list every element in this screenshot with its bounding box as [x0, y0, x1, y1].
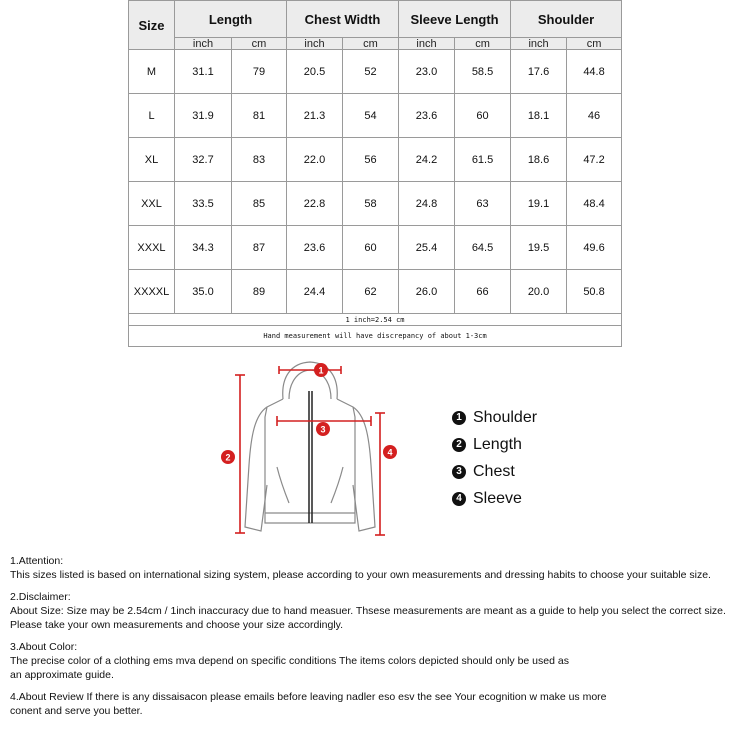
- table-cell: 24.8: [399, 182, 455, 226]
- table-cell: 64.5: [455, 226, 511, 270]
- legend-label: Chest: [473, 462, 515, 480]
- table-cell: 32.7: [175, 138, 232, 182]
- table-cell: 46: [567, 94, 622, 138]
- note-heading: 3.About Color:: [10, 641, 78, 653]
- disclaimer-note: [10, 590, 748, 632]
- table-cell: 87: [232, 226, 287, 270]
- table-cell: 23.6: [287, 226, 343, 270]
- number-4-icon: 4: [452, 492, 466, 506]
- marker-2-label: 2: [225, 452, 231, 463]
- table-cell: 31.9: [175, 94, 232, 138]
- table-cell: 58: [343, 182, 399, 226]
- note-text: conent and serve you better.: [10, 705, 143, 717]
- table-row: [129, 50, 622, 94]
- table-row: [129, 138, 622, 182]
- table-cell: 31.1: [175, 50, 232, 94]
- table-cell: 60: [455, 94, 511, 138]
- review-note: [10, 690, 748, 718]
- table-cell: 22.8: [287, 182, 343, 226]
- discrepancy-note-row: [129, 326, 622, 347]
- table-cell: 18.1: [511, 94, 567, 138]
- marker-4-badge: [383, 445, 397, 459]
- table-cell: 33.5: [175, 182, 232, 226]
- legend-label: Sleeve: [473, 489, 522, 507]
- note-text: The precise color of a clothing ems mva depend on specific conditions The items colors depicted should only be used as: [10, 655, 569, 667]
- table-cell: 24.4: [287, 270, 343, 314]
- legend-item-shoulder: [452, 404, 537, 431]
- attention-note: [10, 554, 748, 582]
- measurement-lines: [235, 366, 385, 535]
- number-3-icon: 3: [452, 465, 466, 479]
- discrepancy-note: Hand measurement will have discrepancy of about 1-3cm: [129, 326, 622, 347]
- legend-label: Shoulder: [473, 408, 538, 426]
- table-cell: 25.4: [399, 226, 455, 270]
- unit-cell: cm: [455, 38, 511, 50]
- jacket-measurement-diagram: [215, 355, 405, 550]
- table-cell: 62: [343, 270, 399, 314]
- legend-item-chest: [452, 458, 537, 485]
- header-size: Size: [129, 1, 175, 50]
- number-2-icon: 2: [452, 438, 466, 452]
- legend-label: Length: [473, 435, 522, 453]
- table-cell: 47.2: [567, 138, 622, 182]
- unit-row: [129, 38, 622, 50]
- table-cell: 50.8: [567, 270, 622, 314]
- color-note: [10, 640, 748, 682]
- header-shoulder: Shoulder: [511, 1, 622, 38]
- marker-3-badge: [316, 422, 330, 436]
- table-cell: 83: [232, 138, 287, 182]
- table-cell: 18.6: [511, 138, 567, 182]
- note-text: an approximate guide.: [10, 669, 114, 681]
- table-cell: 20.0: [511, 270, 567, 314]
- note-heading: 1.Attention:: [10, 555, 64, 567]
- table-cell: 66: [455, 270, 511, 314]
- unit-cell: inch: [399, 38, 455, 50]
- size-cell: M: [129, 50, 175, 94]
- unit-cell: inch: [287, 38, 343, 50]
- note-heading: 2.Disclaimer:: [10, 591, 71, 603]
- size-chart-table: [128, 0, 622, 347]
- table-cell: 20.5: [287, 50, 343, 94]
- table-cell: 89: [232, 270, 287, 314]
- note-text: Please take your own measurements and choose your size accordingly.: [10, 619, 344, 631]
- table-cell: 19.1: [511, 182, 567, 226]
- size-cell: XL: [129, 138, 175, 182]
- table-cell: 23.6: [399, 94, 455, 138]
- zipper: [309, 391, 312, 523]
- header-sleeve-length: Sleeve Length: [399, 1, 511, 38]
- table-cell: 52: [343, 50, 399, 94]
- note-text: This sizes listed is based on international sizing system, please according to your own measurements and dressing habits to choose your suitable size.: [10, 569, 711, 581]
- table-cell: 85: [232, 182, 287, 226]
- table-row: [129, 182, 622, 226]
- size-cell: XXL: [129, 182, 175, 226]
- table-row: [129, 94, 622, 138]
- unit-cell: cm: [232, 38, 287, 50]
- table-cell: 44.8: [567, 50, 622, 94]
- header-length: Length: [175, 1, 287, 38]
- marker-3-label: 3: [320, 424, 326, 435]
- header-row: [129, 1, 622, 38]
- number-1-icon: 1: [452, 411, 466, 425]
- measurement-legend: [452, 404, 537, 512]
- conversion-note-row: [129, 314, 622, 326]
- legend-item-sleeve: [452, 485, 537, 512]
- table-cell: 26.0: [399, 270, 455, 314]
- table-cell: 58.5: [455, 50, 511, 94]
- unit-cell: cm: [343, 38, 399, 50]
- table-cell: 56: [343, 138, 399, 182]
- marker-1-label: 1: [318, 365, 324, 376]
- table-cell: 35.0: [175, 270, 232, 314]
- jacket-outline: [245, 362, 375, 531]
- marker-2-badge: [221, 450, 235, 464]
- table-cell: 23.0: [399, 50, 455, 94]
- unit-cell: cm: [567, 38, 622, 50]
- unit-cell: inch: [511, 38, 567, 50]
- marker-1-badge: [314, 363, 328, 377]
- table-cell: 22.0: [287, 138, 343, 182]
- header-chest-width: Chest Width: [287, 1, 399, 38]
- table-cell: 61.5: [455, 138, 511, 182]
- note-text: About Size: Size may be 2.54cm / 1inch inaccuracy due to hand measuer. Thsese measurements are meant as a guide to help you select the correct size.: [10, 605, 726, 617]
- table-row: [129, 226, 622, 270]
- unit-cell: inch: [175, 38, 232, 50]
- table-cell: 63: [455, 182, 511, 226]
- size-cell: XXXL: [129, 226, 175, 270]
- table-cell: 21.3: [287, 94, 343, 138]
- table-cell: 81: [232, 94, 287, 138]
- table-cell: 48.4: [567, 182, 622, 226]
- table-cell: 19.5: [511, 226, 567, 270]
- table-cell: 49.6: [567, 226, 622, 270]
- table-cell: 34.3: [175, 226, 232, 270]
- table-cell: 60: [343, 226, 399, 270]
- size-cell: XXXXL: [129, 270, 175, 314]
- table-row: [129, 270, 622, 314]
- size-cell: L: [129, 94, 175, 138]
- notes-section: [10, 554, 748, 726]
- note-text: 4.About Review If there is any dissaisacon please emails before leaving nadler eso esv the see Your ecognition w make us more: [10, 691, 607, 703]
- table-cell: 24.2: [399, 138, 455, 182]
- table-cell: 79: [232, 50, 287, 94]
- marker-4-label: 4: [387, 447, 393, 458]
- table-cell: 17.6: [511, 50, 567, 94]
- legend-item-length: [452, 431, 537, 458]
- conversion-note: 1 inch=2.54 cm: [129, 314, 622, 326]
- table-cell: 54: [343, 94, 399, 138]
